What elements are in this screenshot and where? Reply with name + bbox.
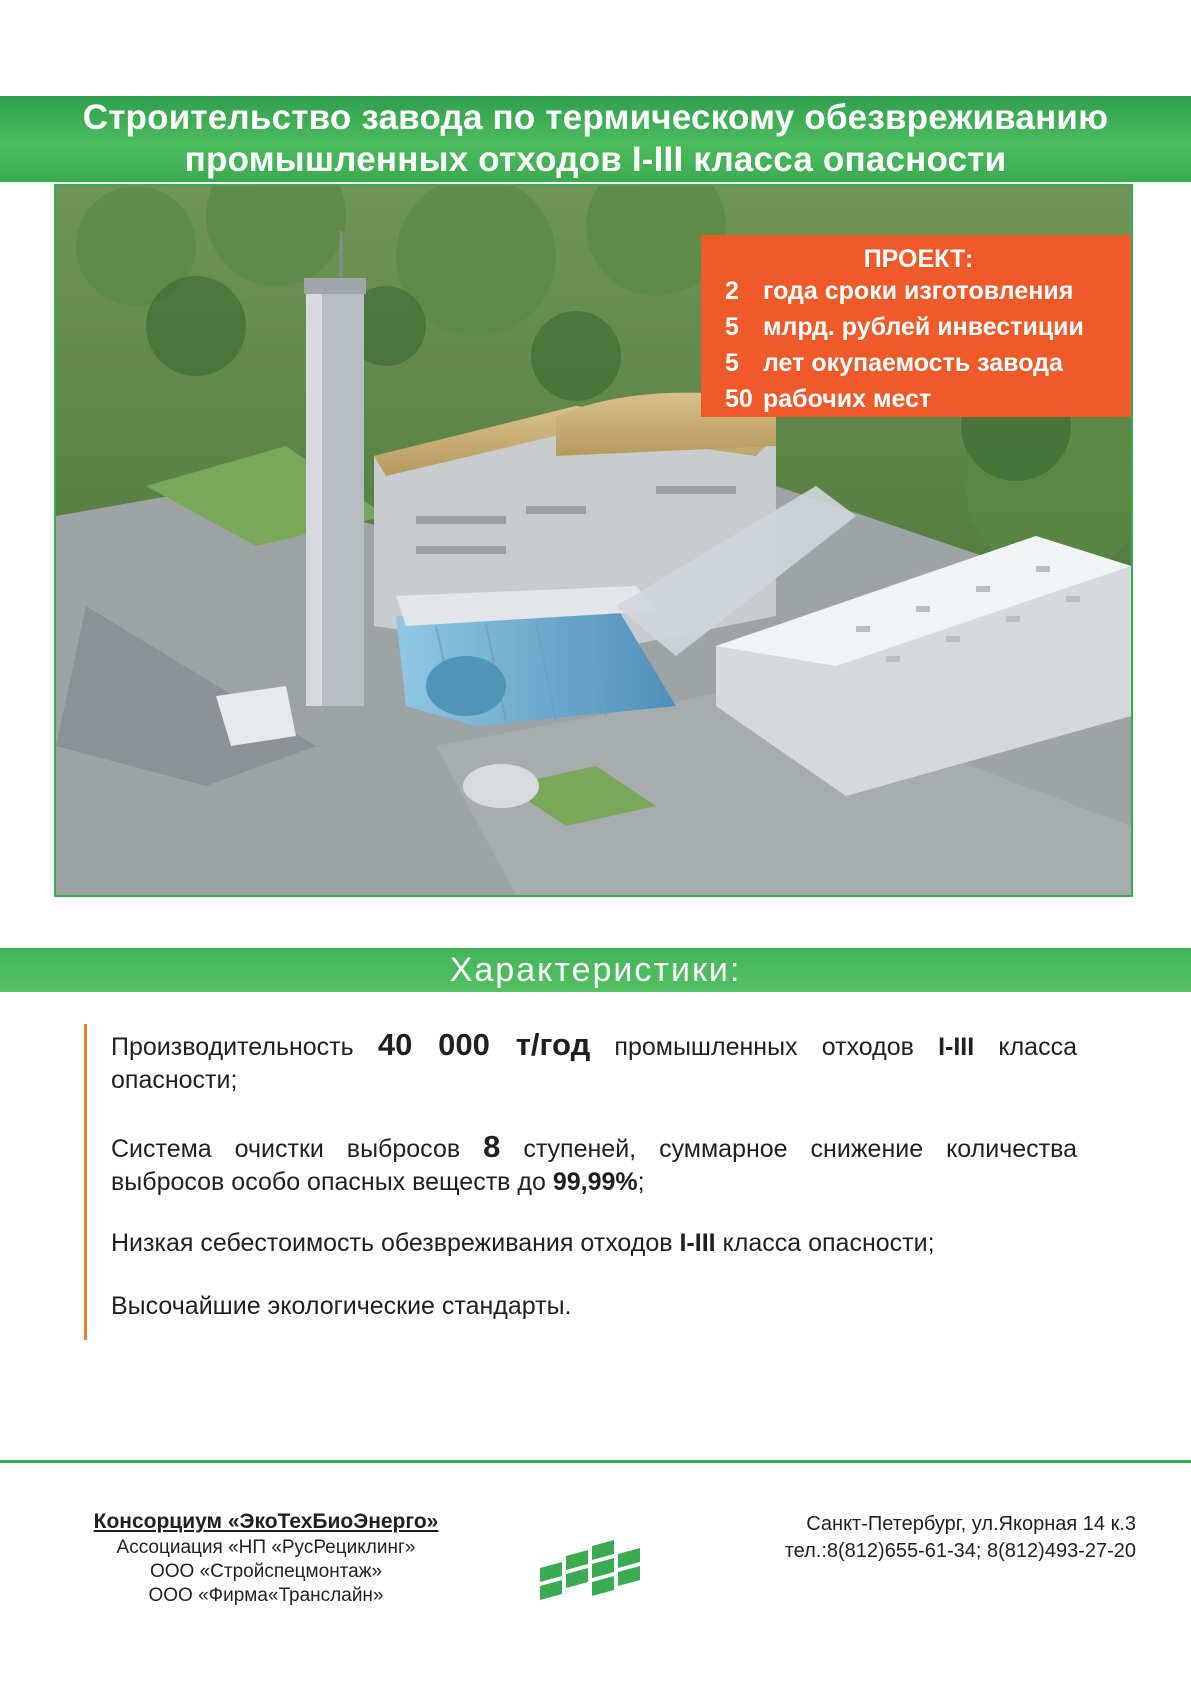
text-segment: класса опасности;	[111, 1033, 1077, 1094]
project-row	[725, 277, 1073, 306]
text-segment: Низкая себестоимость обезвреживания отходов	[111, 1229, 680, 1257]
consortium-member: Ассоциация «НП «РусРециклинг»	[116, 1537, 416, 1558]
consortium-logo-icon	[540, 1538, 650, 1613]
project-row-number: 50	[725, 385, 753, 413]
project-row-text: года сроки изготовления	[763, 277, 1074, 305]
project-row-text: млрд. рублей инвестиции	[763, 313, 1084, 341]
characteristics-title: Характеристики:	[449, 950, 742, 989]
capacity-value: 40 000 т/год	[377, 1027, 591, 1062]
hazard-class: I-III	[938, 1033, 975, 1061]
consortium-member: ООО «Стройспецмонтаж»	[149, 1561, 383, 1582]
text-segment: класса опасности;	[715, 1229, 935, 1257]
address: Санкт-Петербург, ул.Якорная 14 к.3	[806, 1513, 1136, 1535]
title-line-2: промышленных отходов I-III класса опасности	[184, 140, 1007, 179]
project-row	[725, 313, 1084, 342]
text-segment: Производительность	[111, 1033, 378, 1061]
consortium-block	[40, 1508, 492, 1608]
accent-rule	[84, 1024, 87, 1340]
consortium-name: Консорциум «ЭкоТехБиоЭнерго»	[93, 1510, 439, 1533]
project-row-text: лет окупаемость завода	[763, 349, 1063, 377]
text-segment: ступеней, суммарное снижение количества выбросов особо опасных веществ до	[111, 1135, 1077, 1196]
characteristics-banner	[0, 948, 1191, 992]
project-row-text: рабочих мест	[763, 385, 932, 413]
text-segment: промышленных отходов	[590, 1033, 939, 1061]
reduction-value: 99,99%	[552, 1168, 638, 1196]
project-row	[725, 385, 931, 414]
characteristic-cost	[111, 1227, 1077, 1260]
project-summary-box	[701, 235, 1133, 417]
plant-rendering-image	[54, 184, 1133, 897]
stages-value: 8	[483, 1129, 501, 1164]
text-segment: ;	[637, 1168, 645, 1196]
characteristic-emissions	[111, 1130, 1077, 1199]
phones: тел.:8(812)655-61-34; 8(812)493-27-20	[784, 1540, 1136, 1562]
title-line-1: Строительство завода по термическому обезвреживанию	[82, 98, 1109, 137]
title-banner	[0, 96, 1191, 182]
project-row-number: 5	[725, 313, 739, 341]
project-row-number: 5	[725, 349, 739, 377]
project-row	[725, 349, 1063, 378]
consortium-member: ООО «Фирма«Транслайн»	[148, 1585, 384, 1606]
characteristic-standards: Высочайшие экологические стандарты.	[111, 1292, 572, 1320]
project-row-number: 2	[725, 277, 739, 305]
characteristic-capacity	[111, 1028, 1077, 1097]
hazard-class: I-III	[679, 1229, 716, 1257]
footer-divider	[0, 1460, 1191, 1463]
project-heading: ПРОЕКТ:	[863, 245, 974, 273]
contacts-block	[728, 1511, 1136, 1565]
text-segment: Система очистки выбросов	[111, 1135, 484, 1163]
